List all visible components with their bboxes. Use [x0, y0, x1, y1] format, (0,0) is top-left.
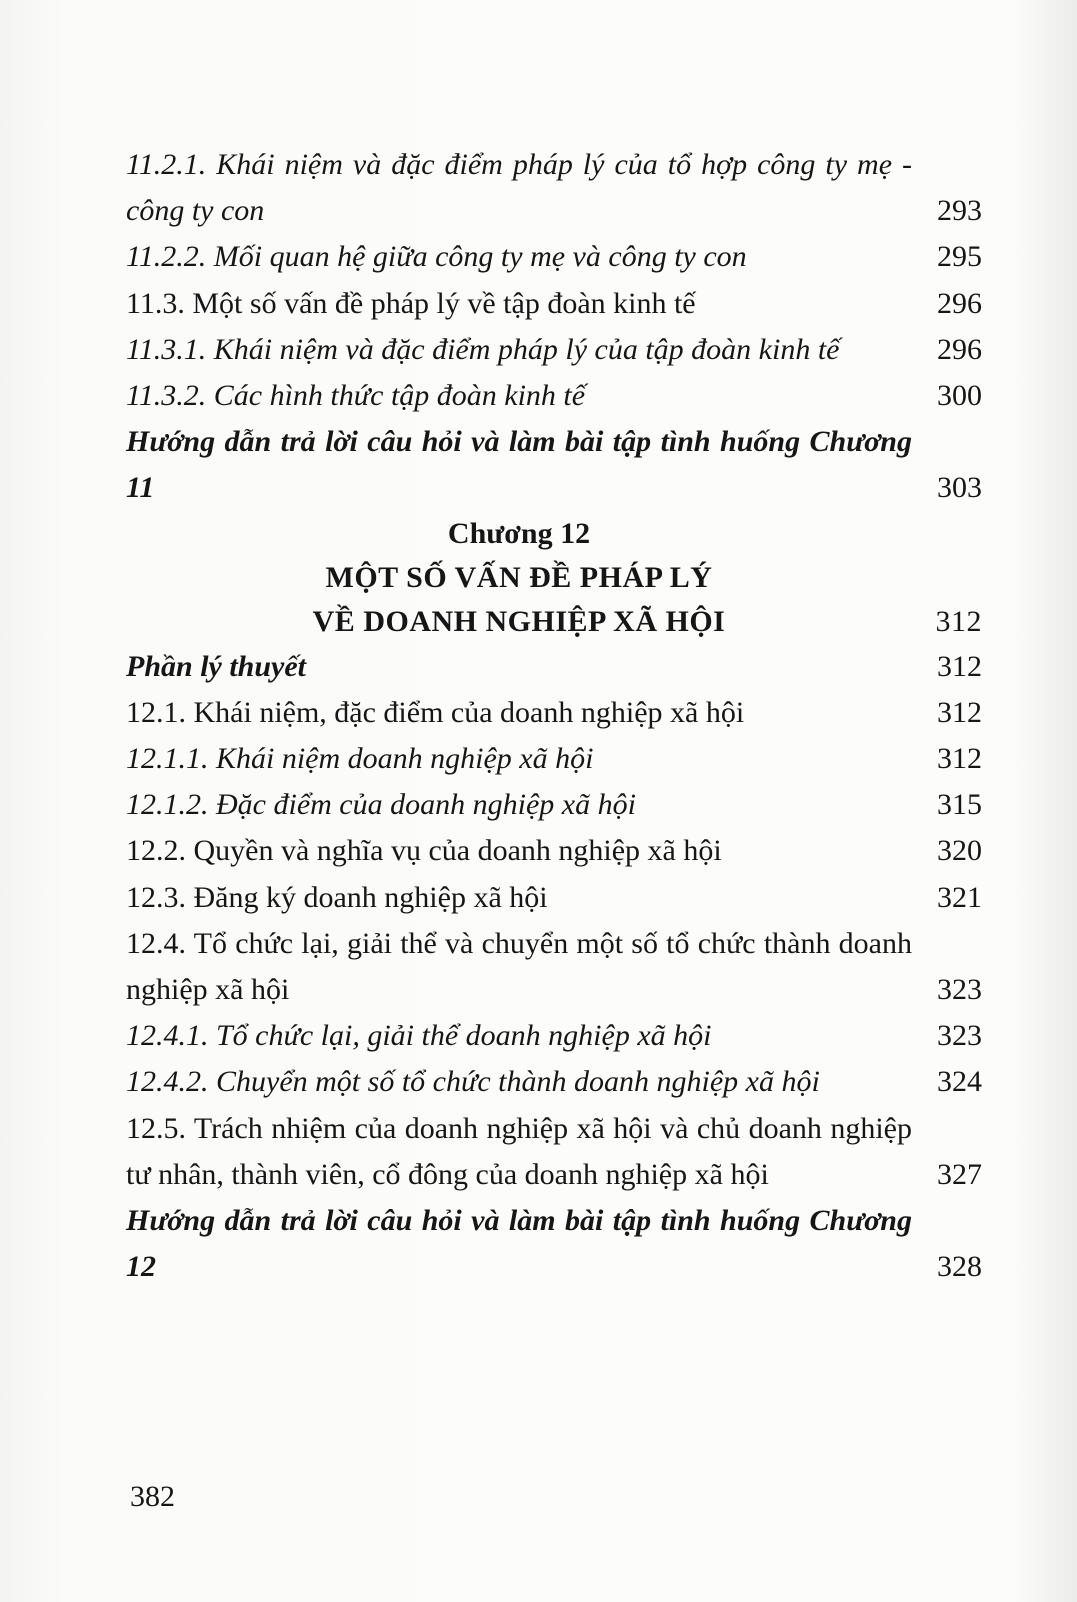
toc-entry-title: 11.3. Một số vấn đề pháp lý về tập đoàn kinh tế — [126, 286, 696, 320]
toc-entry-title: Hướng dẫn trả lời câu hỏi và làm bài tập tình huống Chương 11 — [126, 425, 912, 505]
chapter-title-line2 — [126, 600, 982, 644]
toc-entry-title: 11.2.1. Khái niệm và đặc điểm pháp lý của tổ hợp công ty mẹ - công ty con — [126, 148, 912, 228]
toc-entry-title: 12.2. Quyền và nghĩa vụ của doanh nghiệp xã hội — [126, 834, 722, 868]
toc-entry-page: 295 — [937, 240, 982, 274]
toc-entry-page: 321 — [937, 880, 982, 914]
toc-entry — [126, 419, 982, 511]
toc-entry — [126, 921, 982, 1013]
toc-entry — [126, 782, 982, 828]
toc-entry — [126, 1059, 982, 1105]
toc-entry-page: 328 — [937, 1250, 982, 1284]
toc-entry — [126, 142, 982, 234]
toc-entry-page: 315 — [937, 788, 982, 822]
table-of-contents — [126, 142, 982, 1290]
toc-entry-page: 320 — [937, 834, 982, 868]
toc-entry — [126, 1198, 982, 1290]
toc-entry — [126, 644, 982, 690]
toc-entry-page: 296 — [937, 286, 982, 320]
toc-entry — [126, 327, 982, 373]
toc-entry-page: 323 — [937, 973, 982, 1007]
toc-entry-title: 12.1.2. Đặc điểm của doanh nghiệp xã hội — [126, 788, 636, 822]
toc-entry-page: 300 — [937, 379, 982, 413]
toc-entry — [126, 281, 982, 327]
toc-entry-title: 11.3.2. Các hình thức tập đoàn kinh tế — [126, 379, 586, 413]
toc-entry — [126, 234, 982, 280]
toc-entry-title: 11.3.1. Khái niệm và đặc điểm pháp lý của tập đoàn kinh tế — [126, 332, 840, 366]
toc-entry-title: 12.1. Khái niệm, đặc điểm của doanh nghiệp xã hội — [126, 695, 745, 729]
toc-entry-page: 312 — [937, 742, 982, 776]
toc-entry-page: 312 — [937, 649, 982, 683]
chapter-page: 312 — [935, 604, 982, 638]
toc-entry-title: 12.5. Trách nhiệm của doanh nghiệp xã hội và chủ doanh nghiệp tư nhân, thành viên, cổ đông của doanh nghiệp xã hội — [126, 1111, 912, 1191]
toc-entry-title: 12.4. Tổ chức lại, giải thể và chuyển một số tổ chức thành doanh nghiệp xã hội — [126, 926, 912, 1007]
toc-entry-title: 12.1.1. Khái niệm doanh nghiệp xã hội — [126, 742, 594, 776]
toc-entry — [126, 875, 982, 921]
chapter-number: Chương 12 — [447, 516, 591, 550]
toc-entry-page: 327 — [937, 1157, 982, 1191]
toc-entry-page: 324 — [937, 1065, 982, 1099]
toc-entry — [126, 736, 982, 782]
toc-entry-page: 323 — [937, 1019, 982, 1053]
toc-entry-page: 303 — [937, 471, 982, 505]
toc-entry-title: 12.4.1. Tổ chức lại, giải thể doanh nghiệp xã hội — [126, 1019, 712, 1053]
chapter-title-line1: MỘT SỐ VẤN ĐỀ PHÁP LÝ — [325, 560, 713, 594]
toc-entry — [126, 828, 982, 874]
toc-entry-title: Phần lý thuyết — [126, 649, 307, 683]
toc-entry-title: 12.3. Đăng ký doanh nghiệp xã hội — [126, 880, 548, 914]
toc-entry — [126, 373, 982, 419]
toc-entry-page: 293 — [937, 194, 982, 228]
page-number: 382 — [130, 1480, 175, 1513]
toc-entry — [126, 690, 982, 736]
toc-entry-title: 11.2.2. Mối quan hệ giữa công ty mẹ và công ty con — [126, 240, 747, 274]
toc-entry-title: 12.4.2. Chuyển một số tổ chức thành doanh nghiệp xã hội — [126, 1065, 820, 1099]
toc-entry — [126, 1013, 982, 1059]
toc-entry-page: 312 — [937, 695, 982, 729]
toc-entry-page: 296 — [937, 332, 982, 366]
toc-entry-title: Hướng dẫn trả lời câu hỏi và làm bài tập tình huống Chương 12 — [126, 1204, 912, 1284]
toc-entry — [126, 1106, 982, 1198]
chapter-title-text: VỀ DOANH NGHIỆP XÃ HỘI — [312, 604, 726, 638]
